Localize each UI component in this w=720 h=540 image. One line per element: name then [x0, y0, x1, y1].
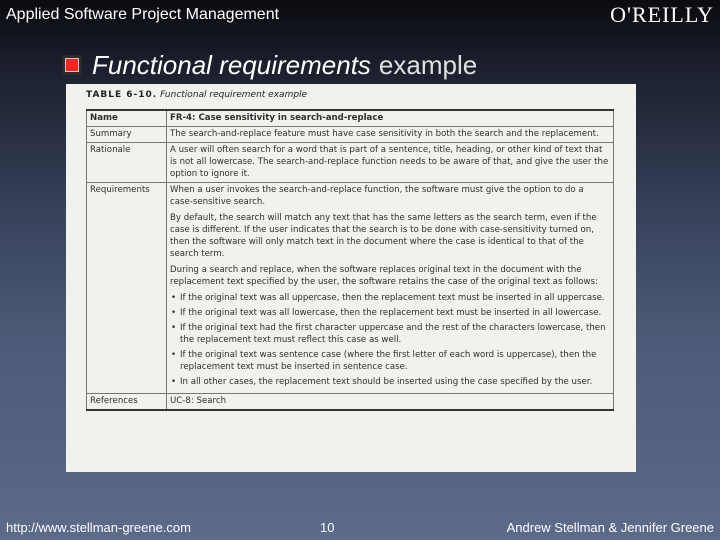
row-label: Requirements [87, 183, 167, 394]
row-value: FR-4: Case sensitivity in search-and-replace [167, 110, 614, 127]
oreilly-logo: O'REILLY [610, 2, 714, 27]
slide-heading-italic: Functional requirements [92, 49, 371, 80]
row-value: The search-and-replace feature must have case sensitivity in both the search and the replacement. [167, 127, 614, 143]
requirements-document-image [66, 84, 636, 472]
requirement-bullet: • If the original text had the first character uppercase and the rest of the characters lowercase, then the replacement text must reflect this case as well. [180, 322, 609, 346]
footer-url: http://www.stellman-greene.com [6, 520, 191, 535]
requirement-bullet: • If the original text was all uppercase, then the replacement text must be inserted in all uppercase. [180, 292, 609, 304]
requirement-paragraph: By default, the search will match any text that has the same letters as the search term, even if the case is different. If the user indicates that the search is to be done with case-sensitivity turned on, then the software will only match text in the document where the case is identical to that of the search term. [170, 213, 597, 259]
table-row-requirements [87, 183, 614, 394]
table-row-references [87, 394, 614, 411]
table-row-rationale [87, 143, 614, 183]
requirement-bullet-list [170, 292, 609, 388]
requirement-paragraph: During a search and replace, when the software replaces original text in the document with the replacement text specified by the user, the software retains the case of the original text as follows: [170, 265, 598, 287]
table-caption-text: Functional requirement example [160, 90, 308, 100]
table-caption [86, 90, 618, 100]
table-row-name [87, 110, 614, 127]
requirement-bullet: • If the original text was all lowercase, then the replacement text must be inserted in all lowercase. [180, 307, 609, 319]
row-value [167, 183, 614, 394]
table-row-summary [87, 127, 614, 143]
footer-authors: Andrew Stellman & Jennifer Greene [506, 520, 714, 535]
slide-heading-plain: example [378, 49, 478, 80]
slide-heading [62, 50, 477, 80]
red-square-bullet-icon [62, 55, 82, 75]
row-label: Summary [87, 127, 167, 143]
requirement-bullet: • In all other cases, the replacement text should be inserted using the case specified by the user. [180, 376, 609, 388]
functional-requirement-table [86, 109, 614, 411]
row-value: A user will often search for a word that is part of a sentence, title, heading, or other kind of text that is not all lowercase. The search-and-replace function needs to be aware of that, and give the user the option to ignore it. [167, 143, 614, 183]
row-label: Rationale [87, 143, 167, 183]
table-caption-label: TABLE 6-10. [86, 90, 158, 100]
row-value: UC-8: Search [167, 394, 614, 411]
row-label: Name [87, 110, 167, 127]
presentation-title: Applied Software Project Management [6, 6, 280, 23]
requirement-bullet: • If the original text was sentence case (where the first letter of each word is uppercase), then the replacement text must be inserted in sentence case. [180, 349, 609, 373]
requirement-paragraph: When a user invokes the search-and-replace function, the software must give the option to do a case-sensitive search. [170, 185, 584, 207]
page-number: 10 [320, 520, 335, 535]
row-label: References [87, 394, 167, 411]
